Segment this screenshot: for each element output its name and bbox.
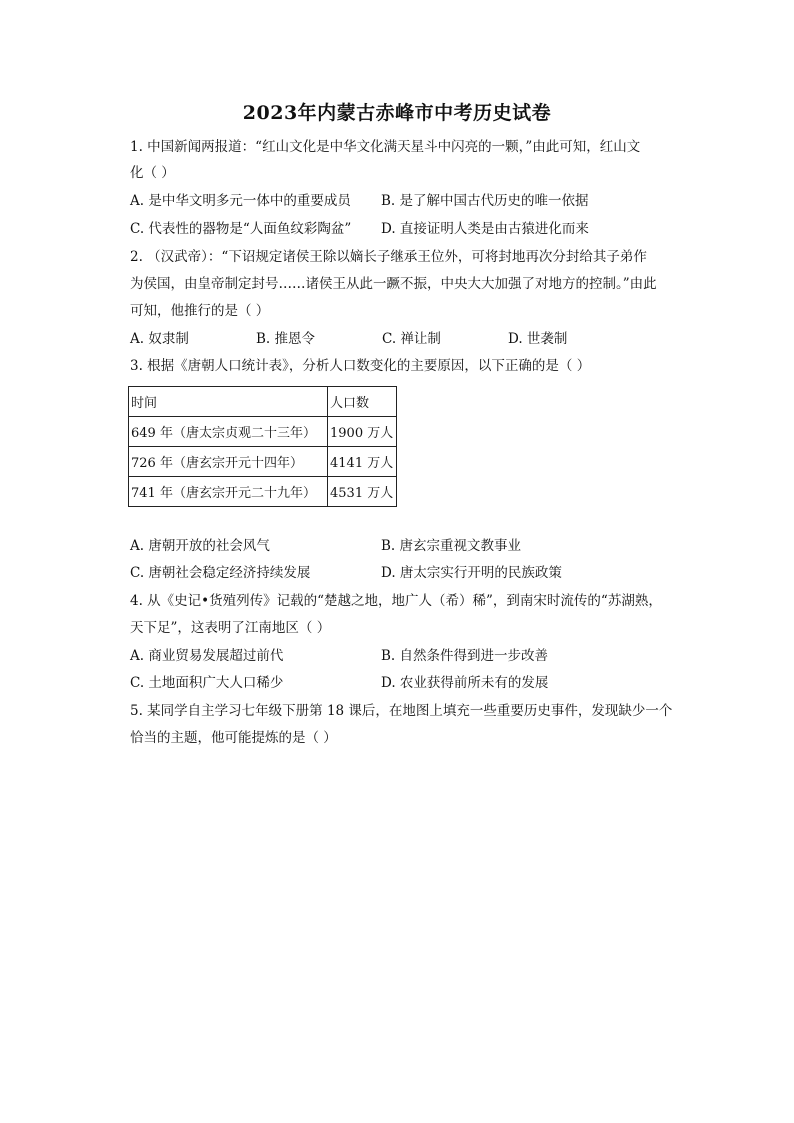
table-header-population: 人口数 <box>328 387 397 417</box>
question-2-option-d: D. 世袭制 <box>508 331 568 347</box>
table-cell-time: 726 年（唐玄宗开元十四年） <box>129 447 328 477</box>
question-4-option-c: C. 土地面积广大人口稀少 <box>130 675 284 691</box>
question-3-option-c: C. 唐朝社会稳定经济持续发展 <box>130 565 311 581</box>
table-row <box>129 417 397 447</box>
question-2-option-c: C. 禅让制 <box>382 331 441 347</box>
table-row <box>129 477 397 507</box>
question-1-option-a: A. 是中华文明多元一体中的重要成员 <box>130 193 351 209</box>
page-title: 2023年内蒙古赤峰市中考历史试卷 <box>242 102 552 124</box>
table-cell-time: 741 年（唐玄宗开元二十九年） <box>129 477 328 507</box>
table-cell-population: 1900 万人 <box>328 417 397 447</box>
question-1-option-c: C. 代表性的器物是“人面鱼纹彩陶盆” <box>130 221 352 237</box>
question-4-option-d: D. 农业获得前所未有的发展 <box>381 675 549 691</box>
question-4-line-2: 天下足”，这表明了江南地区（ ） <box>130 620 331 636</box>
question-3-option-b: B. 唐玄宗重视文教事业 <box>381 538 522 554</box>
question-4-option-a: A. 商业贸易发展超过前代 <box>130 648 284 664</box>
question-4-option-b: B. 自然条件得到进一步改善 <box>381 648 549 664</box>
table-row <box>129 447 397 477</box>
table-cell-time: 649 年（唐太宗贞观二十三年） <box>129 417 328 447</box>
question-2-option-b: B. 推恩令 <box>256 331 316 347</box>
table-header-row <box>129 387 397 417</box>
question-1-option-b: B. 是了解中国古代历史的唯一依据 <box>381 193 589 209</box>
question-4-line-1: 4. 从《史记•货殖列传》记载的“楚越之地，地广人（希）稀”，到南宋时流传的“苏湖熟， <box>130 593 662 609</box>
question-1-line-1: 1. 中国新闻两报道：“红山文化是中华文化满天星斗中闪亮的一颗，”由此可知，红山文 <box>130 139 641 155</box>
question-2-line-1: 2. （汉武帝）：“下诏规定诸侯王除以嫡长子继承王位外，可将封地再次分封给其子弟作 <box>130 249 647 265</box>
question-2-option-a: A. 奴隶制 <box>130 331 189 347</box>
question-1-line-2: 化（ ） <box>130 165 175 181</box>
table-cell-population: 4141 万人 <box>328 447 397 477</box>
question-2-line-2: 为侯国，由皇帝制定封号……诸侯王从此一蹶不振，中央大大加强了对地方的控制。”由此 <box>130 276 657 292</box>
table-cell-population: 4531 万人 <box>328 477 397 507</box>
population-table <box>128 386 397 507</box>
table-header-time: 时间 <box>129 387 328 417</box>
question-3-option-d: D. 唐太宗实行开明的民族政策 <box>381 565 562 581</box>
question-2-line-3: 可知，他推行的是（ ） <box>130 303 270 319</box>
question-1-option-d: D. 直接证明人类是由古猿进化而来 <box>381 221 589 237</box>
question-5-line-2: 恰当的主题，他可能提炼的是（ ） <box>130 730 337 746</box>
question-3-line-1: 3. 根据《唐朝人口统计表》，分析人口数变化的主要原因，以下正确的是（ ） <box>130 358 591 374</box>
question-5-line-1: 5. 某同学自主学习七年级下册第 18 课后，在地图上填充一些重要历史事件，发现缺少一个 <box>130 703 673 719</box>
question-3-option-a: A. 唐朝开放的社会风气 <box>130 538 270 554</box>
